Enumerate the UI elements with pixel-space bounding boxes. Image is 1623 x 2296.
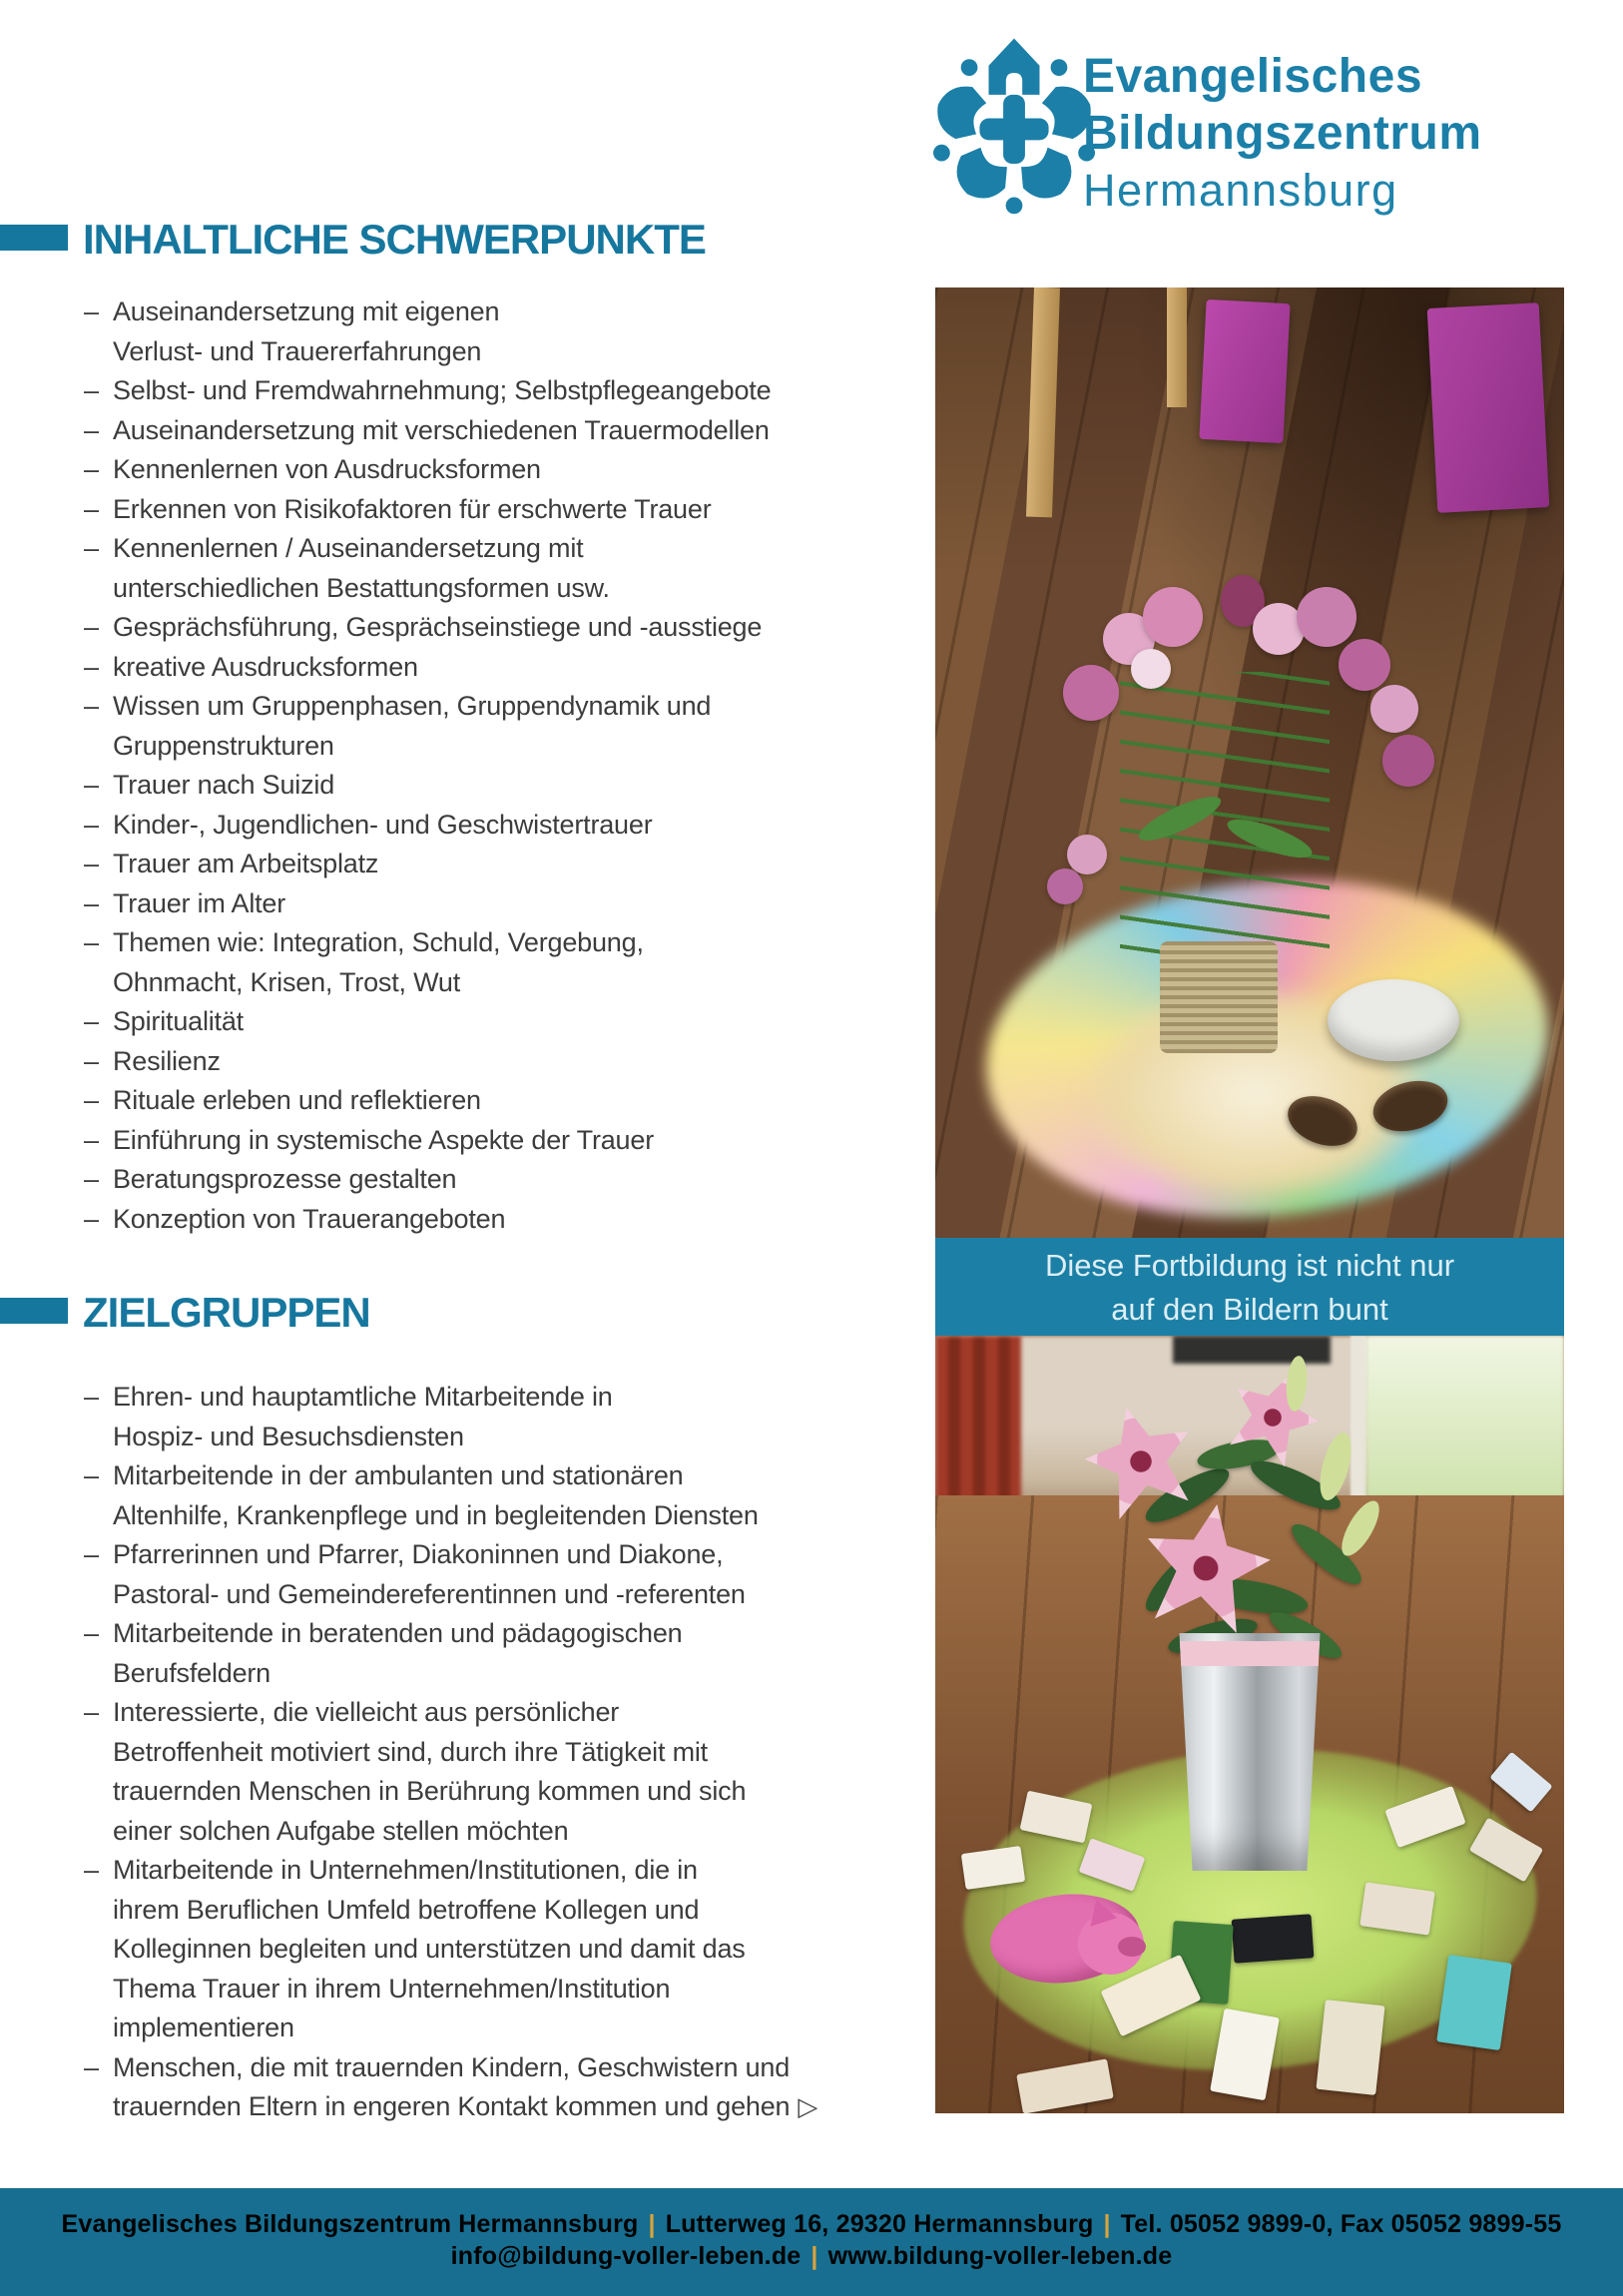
wall-board [1173,1336,1331,1364]
dash-bullet: – [84,1382,99,1412]
list-item: – Kinder-, Jugendlichen- und Geschwistertrauer [84,806,723,846]
dash-bullet: – [84,1124,99,1155]
flower-bloom [1047,868,1083,904]
list-item: – Mitarbeitende in der ambulanten und stationären Altenhilfe, Krankenpflege und in begleitenden Diensten [84,1456,723,1535]
flower-bloom [1297,587,1356,647]
zielgruppen-list [84,1378,818,2127]
chair-leg [1026,287,1060,517]
list-item: – Rituale erleben und reflektieren [84,1081,723,1121]
dash-bullet: – [84,493,99,524]
list-item: – kreative Ausdrucksformen [84,648,723,688]
list-item: – Mitarbeitende in Unternehmen/Institutionen, die in ihrem Beruflichen Umfeld betroffene Kollegen und Kolleginnen begleiten und unterstützen und damit das Thema Trauer in ihrem Unternehmen/Institution implementieren [84,1851,723,2048]
flower-bloom [1339,639,1390,691]
list-item: – Ehren- und hauptamtliche Mitarbeitende in Hospiz- und Besuchsdiensten [84,1378,723,1456]
list-item: – Beratungsprozesse gestalten [84,1160,723,1200]
footer-separator: | [811,2242,818,2270]
dash-bullet: – [84,691,99,721]
memory-card [1436,1955,1512,2050]
dash-bullet: – [84,612,99,642]
dash-bullet: – [84,809,99,840]
footer-line-2 [0,2242,1623,2271]
gift-bag [1427,302,1550,513]
logo-line-1: Evangelisches [1083,50,1423,103]
dash-bullet: – [84,2051,99,2082]
flower-bloom [1067,835,1107,874]
list-item: – Trauer am Arbeitsplatz [84,845,723,884]
dash-bullet: – [84,770,99,800]
dash-bullet: – [84,454,99,484]
logo-line-2: Bildungszentrum [1083,107,1482,160]
photo-memorial-floor [935,287,1564,1238]
list-item: – Trauer nach Suizid [84,766,723,806]
footer-website-link[interactable]: www.bildung-voller-leben.de [827,2242,1173,2270]
window [1366,1336,1564,1497]
dash-bullet: – [84,533,99,563]
footer-phone-fax: Tel. 05052 9899-0, Fax 05052 9899-55 [1120,2210,1562,2238]
schwerpunkte-list [84,292,772,1239]
list-item: – Trauer im Alter [84,884,723,924]
pink-pig-figurine [990,1885,1145,1985]
footer-address: Lutterweg 16, 29320 Hermannsburg [665,2210,1094,2238]
list-item: – Resilienz [84,1042,723,1082]
flower-bloom [1131,649,1171,689]
footer-org: Evangelisches Bildungszentrum Hermannsburg [61,2210,639,2238]
footer-line-1 [0,2210,1623,2239]
list-item: – Erkennen von Risikofaktoren für erschwerte Trauer [84,490,723,530]
heading-accent-bar [0,1298,68,1324]
flower-bloom [1370,685,1418,733]
dash-bullet: – [84,849,99,878]
list-item: – Gesprächsführung, Gesprächseinstiege und -ausstiege [84,608,723,648]
footer-email-link[interactable]: info@bildung-voller-leben.de [450,2242,802,2270]
pink-ribbon [1168,1641,1332,1666]
photo-lily-floor [935,1336,1564,2113]
list-item: – Menschen, die mit trauernden Kindern, Geschwistern und trauernden Eltern in engeren Kontakt kommen und gehen ▷ [84,2048,723,2127]
dash-bullet: – [84,1085,99,1115]
memory-card [1232,1914,1315,1963]
red-curtain [935,1336,1021,1513]
dash-bullet: – [84,414,99,445]
flower-stems [1120,672,1330,961]
dash-bullet: – [84,1006,99,1036]
list-item: – Pfarrerinnen und Pfarrer, Diakoninnen und Diakone, Pastoral- und Gemeindereferentinnen und -referenten [84,1535,723,1614]
list-item: – Spiritualität [84,1002,723,1042]
chair-leg [1167,287,1187,407]
heading-accent-bar [0,225,68,251]
footer-separator: | [648,2210,656,2238]
flower-bloom [1143,587,1203,647]
zinc-bucket [1168,1633,1332,1871]
dash-bullet: – [84,651,99,682]
dash-bullet: – [84,1697,99,1727]
flower-pot [1160,941,1278,1053]
dash-bullet: – [84,927,99,957]
list-item: – Kennenlernen von Ausdrucksformen [84,450,723,490]
list-item: – Auseinandersetzung mit eigenen Verlust- und Trauererfahrungen [84,292,723,371]
dash-bullet: – [84,1460,99,1490]
dash-bullet: – [84,1618,99,1648]
dash-bullet: – [84,296,99,326]
section-heading-schwerpunkte: INHALTLICHE SCHWERPUNKTE [83,216,706,263]
continuation-arrow-icon: ▷ [798,2091,818,2121]
flower-bloom [1063,665,1119,721]
ebz-flower-cross-icon [923,30,1105,218]
caption-line-1: Diese Fortbildung ist nicht nur [1044,1248,1455,1283]
caption-line-2: auf den Bildern bunt [1111,1292,1388,1327]
logo-line-3: Hermannsburg [1083,165,1398,216]
dash-bullet: – [84,1045,99,1076]
list-item: – Interessierte, die vielleicht aus persönlicher Betroffenheit motiviert sind, durch ihre Tätigkeit mit trauernden Menschen in Berührung kommen und sich einer solchen Aufgabe stellen möchten [84,1693,723,1851]
dash-bullet: – [84,1855,99,1885]
photo-caption [935,1238,1564,1336]
logo-wordmark [1083,48,1482,219]
gift-bag [1199,299,1290,443]
list-item: – Selbst- und Fremdwahrnehmung; Selbstpflegeangebote [84,371,723,411]
dash-bullet: – [84,1203,99,1234]
dash-bullet: – [84,887,99,918]
list-item: – Kennenlernen / Auseinandersetzung mit unterschiedlichen Bestattungsformen usw. [84,529,723,608]
flower-bloom [1382,735,1434,787]
list-item: – Wissen um Gruppenphasen, Gruppendynamik und Gruppenstrukturen [84,687,723,766]
list-item: – Mitarbeitende in beratenden und pädagogischen Berufsfeldern [84,1614,723,1693]
section-heading-zielgruppen: ZIELGRUPPEN [83,1289,370,1336]
list-item: – Auseinandersetzung mit verschiedenen Trauermodellen [84,411,723,451]
dash-bullet: – [84,375,99,405]
footer-separator: | [1103,2210,1111,2238]
memory-card [1316,2000,1384,2095]
dash-bullet: – [84,1164,99,1194]
window-frame [1351,1336,1366,1500]
list-item: – Konzeption von Trauerangeboten [84,1200,723,1240]
dash-bullet: – [84,1539,99,1569]
list-item: – Einführung in systemische Aspekte der Trauer [84,1121,723,1161]
list-item: – Themen wie: Integration, Schuld, Vergebung, Ohnmacht, Krisen, Trost, Wut [84,923,723,1002]
white-bowl [1328,979,1459,1061]
